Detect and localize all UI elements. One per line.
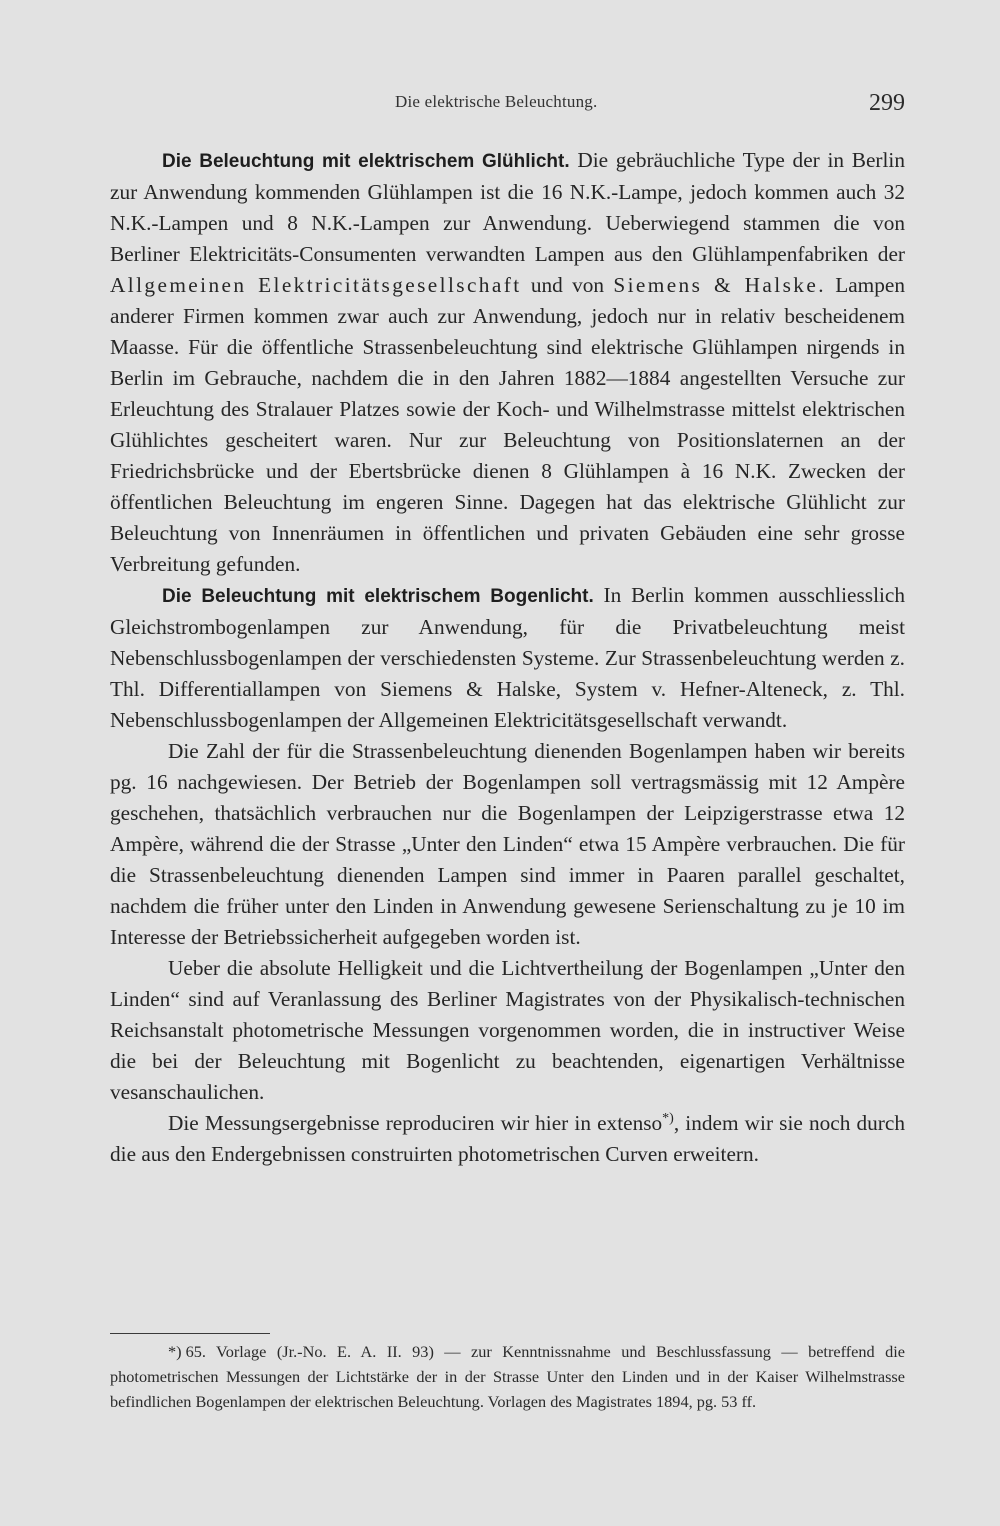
paragraph-helligkeit xyxy=(110,953,905,1108)
body-text xyxy=(110,145,905,1170)
footnote-marker: *) xyxy=(168,1342,182,1361)
footnote xyxy=(110,1339,905,1414)
paragraph-messungsergebnisse xyxy=(110,1108,905,1170)
paragraph-text: , indem wir sie noch durch die aus den Endergebnissen construirten photometrischen Curven erweitern. xyxy=(110,1111,905,1166)
running-head xyxy=(110,92,905,122)
running-title: Die elektrische Beleuchtung. xyxy=(395,92,598,111)
paragraph-text: Die Messungsergebnisse reproduciren wir hier in extenso xyxy=(168,1111,663,1135)
paragraph-text: Die gebräuchliche Type der in Berlin zur Anwendung kommenden Glühlampen ist die 16 N.K.-Lampe, jedoch kommen auch 32 N.K.-Lampen und 8 N.K.-Lampen zur Anwendung. Ueberwiegend stammen die von Berliner Elektricitäts-Consumenten verwandten Lampen aus den Glühlampenfabriken der xyxy=(110,148,905,266)
paragraph-bogenlicht xyxy=(110,580,905,736)
paragraph-gluehlicht xyxy=(110,145,905,580)
paragraph-text: In Berlin kommen ausschliesslich Gleichstrombogenlampen zur Anwendung, für die Privatbeleuchtung meist Nebenschlussbogenlampen der verschiedensten Systeme. Zur Strassenbeleuchtung werden z. Thl. Differentiallampen von Siemens & Halske, System v. Hefner-Alteneck, z. Thl. Nebenschlussbogenlampen der Allgemeinen Elektricitätsgesellschaft verwandt. xyxy=(110,583,905,732)
paragraph-text: Ueber die absolute Helligkeit und die Lichtvertheilung der Bogenlampen „Unter den Linden“ sind auf Veranlassung des Berliner Magistrates von der Physikalisch-technischen Reichsanstalt photometrische Messungen vorgenommen worden, die in instructiver Weise die bei der Beleuchtung mit Bogenlicht zu beachtenden, eigenartigen Verhältnisse vesanschaulichen. xyxy=(110,956,905,1104)
paragraph-text: Die Zahl der für die Strassenbeleuchtung dienenden Bogenlampen haben wir bereits pg. 16 nachgewiesen. Der Betrieb der Bogenlampen soll vertragsmässig mit 12 Ampère geschehen, thatsächlich verbrauchen nur die Bogenlampen der Leipzigerstrasse etwa 12 Ampère, während die der Strasse „Unter den Linden“ etwa 15 Ampère verbrauchen. Die für die Strassenbeleuchtung dienenden Lampen sind immer in Paaren parallel geschaltet, nachdem die früher unter den Linden in Anwendung gewesene Serienschaltung zu je 10 im Interesse der Betriebssicherheit aufgegeben worden ist. xyxy=(110,739,905,949)
footnote-reference[interactable]: *) xyxy=(662,1110,674,1126)
paragraph-text: und von xyxy=(521,273,614,297)
footnote-text: 65. Vorlage (Jr.-No. E. A. II. 93) — zur Kenntnissnahme und Beschlussfassung — betreffend die photometrischen Messungen der Lichtstärke der in der Strasse Unter den Linden und in der Kaiser Wilhelmstrasse befindlichen Bogenlampen der elektrischen Beleuchtung. Vorlagen des Magistrates 1894, pg. 53 ff. xyxy=(110,1342,905,1411)
paragraph-zahl-bogenlampen xyxy=(110,736,905,953)
spaced-company-name: Siemens & Halske. xyxy=(613,273,826,297)
section-heading-bogenlicht: Die Beleuchtung mit elektrischem Bogenlicht. xyxy=(162,586,594,607)
spaced-company-name: Allgemeinen Elektricitätsgesellschaft xyxy=(110,273,522,297)
section-heading-gluehlicht: Die Beleuchtung mit elektrischem Glühlicht. xyxy=(162,151,570,172)
footnote-divider xyxy=(110,1333,270,1334)
page-number: 299 xyxy=(869,90,905,116)
paragraph-text: Lampen anderer Firmen kommen zwar auch zur Anwendung, jedoch nur in relativ bescheidenem Maasse. Für die öffentliche Strassenbeleuchtung sind elektrische Glühlampen nirgends in Berlin im Gebrauche, nachdem die in den Jahren 1882—1884 angestellten Versuche zur Erleuchtung des Stralauer Platzes sowie der Koch- und Wilhelmstrasse mittelst elektrischen Glühlichtes gescheitert waren. Nur zur Beleuchtung von Positionslaternen an der Friedrichsbrücke und der Ebertsbrücke dienen 8 Glühlampen à 16 N.K. Zwecken der öffentlichen Beleuchtung im engeren Sinne. Dagegen hat das elektrische Glühlicht zur Beleuchtung von Innenräumen in öffentlichen und privaten Gebäuden eine sehr grosse Verbreitung gefunden. xyxy=(110,273,905,576)
